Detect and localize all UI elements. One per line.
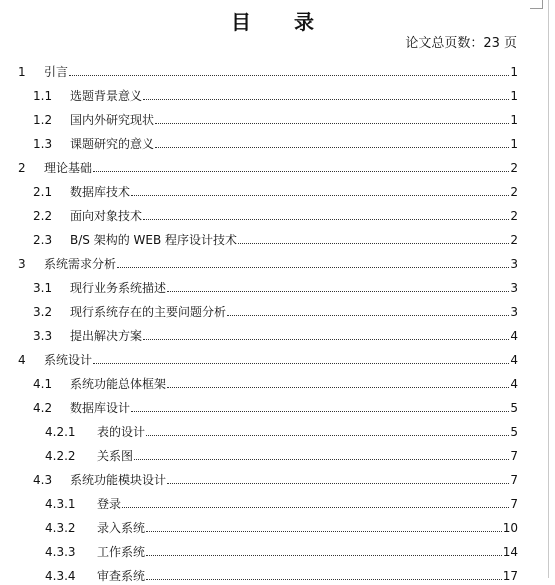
table-of-contents (0, 57, 518, 585)
toc-entry-number: 2.1 (33, 185, 53, 199)
toc-entry-title: 系统功能模块设计 (70, 473, 167, 487)
toc-dot-leader (131, 195, 509, 196)
toc-dot-leader (93, 363, 509, 364)
toc-entry-number: 3.3 (33, 329, 53, 343)
toc-entry-title: 工作系统 (97, 545, 146, 559)
toc-entry-number: 4.2.1 (45, 425, 76, 439)
toc-entry-page: 7 (510, 497, 518, 511)
toc-entry-number: 4.1 (33, 377, 53, 391)
toc-dot-leader (167, 387, 509, 388)
toc-dot-leader (155, 147, 509, 148)
toc-entry[interactable] (0, 81, 518, 105)
toc-entry-title: 课题研究的意义 (70, 137, 155, 151)
toc-entry[interactable] (0, 129, 518, 153)
toc-entry[interactable] (0, 177, 518, 201)
toc-entry[interactable] (0, 225, 518, 249)
toc-entry-number: 4.3.1 (45, 497, 76, 511)
toc-entry-page: 14 (502, 545, 518, 559)
toc-entry-number: 4.2 (33, 401, 53, 415)
toc-entry-page: 7 (510, 473, 518, 487)
toc-entry-number: 4.2.2 (45, 449, 76, 463)
toc-entry-page: 1 (510, 137, 518, 151)
toc-dot-leader (146, 579, 502, 580)
toc-dot-leader (69, 75, 509, 76)
toc-entry-title: B/S 架构的 WEB 程序设计技术 (70, 233, 238, 247)
toc-entry-page: 3 (510, 257, 518, 271)
toc-entry-page: 4 (510, 377, 518, 391)
toc-entry-title: 选题背景意义 (70, 89, 143, 103)
page-edge (547, 0, 549, 578)
toc-entry-number: 4 (18, 353, 26, 367)
toc-entry-page: 3 (510, 281, 518, 295)
toc-entry[interactable] (0, 393, 518, 417)
toc-entry-number: 3.2 (33, 305, 53, 319)
toc-entry-page: 2 (510, 185, 518, 199)
toc-dot-leader (146, 531, 502, 532)
toc-entry[interactable] (0, 153, 518, 177)
toc-entry[interactable] (0, 417, 518, 441)
toc-entry-page: 4 (510, 329, 518, 343)
toc-entry-number: 4.3.3 (45, 545, 76, 559)
toc-entry[interactable] (0, 369, 518, 393)
toc-dot-leader (143, 99, 509, 100)
toc-entry-page: 7 (510, 449, 518, 463)
toc-entry-title: 数据库技术 (70, 185, 131, 199)
toc-entry[interactable] (0, 57, 518, 81)
toc-entry-title: 面向对象技术 (70, 209, 143, 223)
toc-entry-title: 系统需求分析 (44, 257, 117, 271)
toc-entry-title: 现行系统存在的主要问题分析 (70, 305, 227, 319)
toc-entry[interactable] (0, 321, 518, 345)
toc-entry-number: 2.2 (33, 209, 53, 223)
toc-entry-number: 1.2 (33, 113, 53, 127)
toc-entry[interactable] (0, 537, 518, 561)
toc-entry-number: 4.3 (33, 473, 53, 487)
toc-entry-page: 2 (510, 233, 518, 247)
toc-entry-page: 5 (510, 401, 518, 415)
toc-entry-number: 1 (18, 65, 26, 79)
toc-entry-title: 表的设计 (97, 425, 146, 439)
toc-dot-leader (122, 507, 509, 508)
toc-entry-page: 10 (502, 521, 518, 535)
toc-dot-leader (134, 459, 509, 460)
toc-entry-title: 现行业务系统描述 (70, 281, 167, 295)
toc-entry-number: 4.3.4 (45, 569, 76, 583)
toc-entry-title: 关系图 (97, 449, 134, 463)
toc-dot-leader (155, 123, 509, 124)
toc-entry-number: 2 (18, 161, 26, 175)
toc-entry-page: 3 (510, 305, 518, 319)
toc-dot-leader (143, 219, 509, 220)
toc-dot-leader (131, 411, 509, 412)
toc-title: 目 录 (231, 10, 332, 34)
toc-dot-leader (167, 291, 509, 292)
toc-entry-title: 提出解决方案 (70, 329, 143, 343)
toc-dot-leader (143, 339, 509, 340)
toc-dot-leader (146, 435, 509, 436)
toc-entry-number: 1.3 (33, 137, 53, 151)
toc-entry-page: 2 (510, 161, 518, 175)
toc-entry-title: 系统功能总体框架 (70, 377, 167, 391)
toc-entry[interactable] (0, 513, 518, 537)
toc-dot-leader (117, 267, 509, 268)
toc-entry-page: 4 (510, 353, 518, 367)
toc-entry-number: 3 (18, 257, 26, 271)
toc-entry-title: 系统设计 (44, 353, 93, 367)
toc-entry-page: 1 (510, 113, 518, 127)
toc-entry-number: 4.3.2 (45, 521, 76, 535)
toc-entry-page: 1 (510, 65, 518, 79)
toc-entry[interactable] (0, 489, 518, 513)
toc-entry-title: 数据库设计 (70, 401, 131, 415)
toc-entry[interactable] (0, 249, 518, 273)
toc-entry[interactable] (0, 441, 518, 465)
toc-entry[interactable] (0, 561, 518, 585)
toc-entry[interactable] (0, 297, 518, 321)
toc-dot-leader (93, 171, 509, 172)
toc-entry-title: 引言 (44, 65, 69, 79)
toc-entry[interactable] (0, 465, 518, 489)
toc-entry-page: 1 (510, 89, 518, 103)
toc-dot-leader (227, 315, 509, 316)
toc-dot-leader (146, 555, 502, 556)
toc-entry-title: 审查系统 (97, 569, 146, 583)
toc-entry[interactable] (0, 345, 518, 369)
toc-entry-title: 登录 (97, 497, 122, 511)
toc-entry-page: 5 (510, 425, 518, 439)
total-pages-label: 论文总页数：23 页 (405, 36, 517, 51)
toc-dot-leader (167, 483, 509, 484)
toc-entry-number: 1.1 (33, 89, 53, 103)
toc-entry-title: 录入系统 (97, 521, 146, 535)
toc-entry-number: 2.3 (33, 233, 53, 247)
toc-entry[interactable] (0, 105, 518, 129)
toc-entry-number: 3.1 (33, 281, 53, 295)
toc-entry-title: 国内外研究现状 (70, 113, 155, 127)
toc-entry[interactable] (0, 273, 518, 297)
toc-entry-page: 2 (510, 209, 518, 223)
toc-entry[interactable] (0, 201, 518, 225)
toc-entry-title: 理论基础 (44, 161, 93, 175)
toc-dot-leader (238, 243, 509, 244)
toc-entry-page: 17 (502, 569, 518, 583)
